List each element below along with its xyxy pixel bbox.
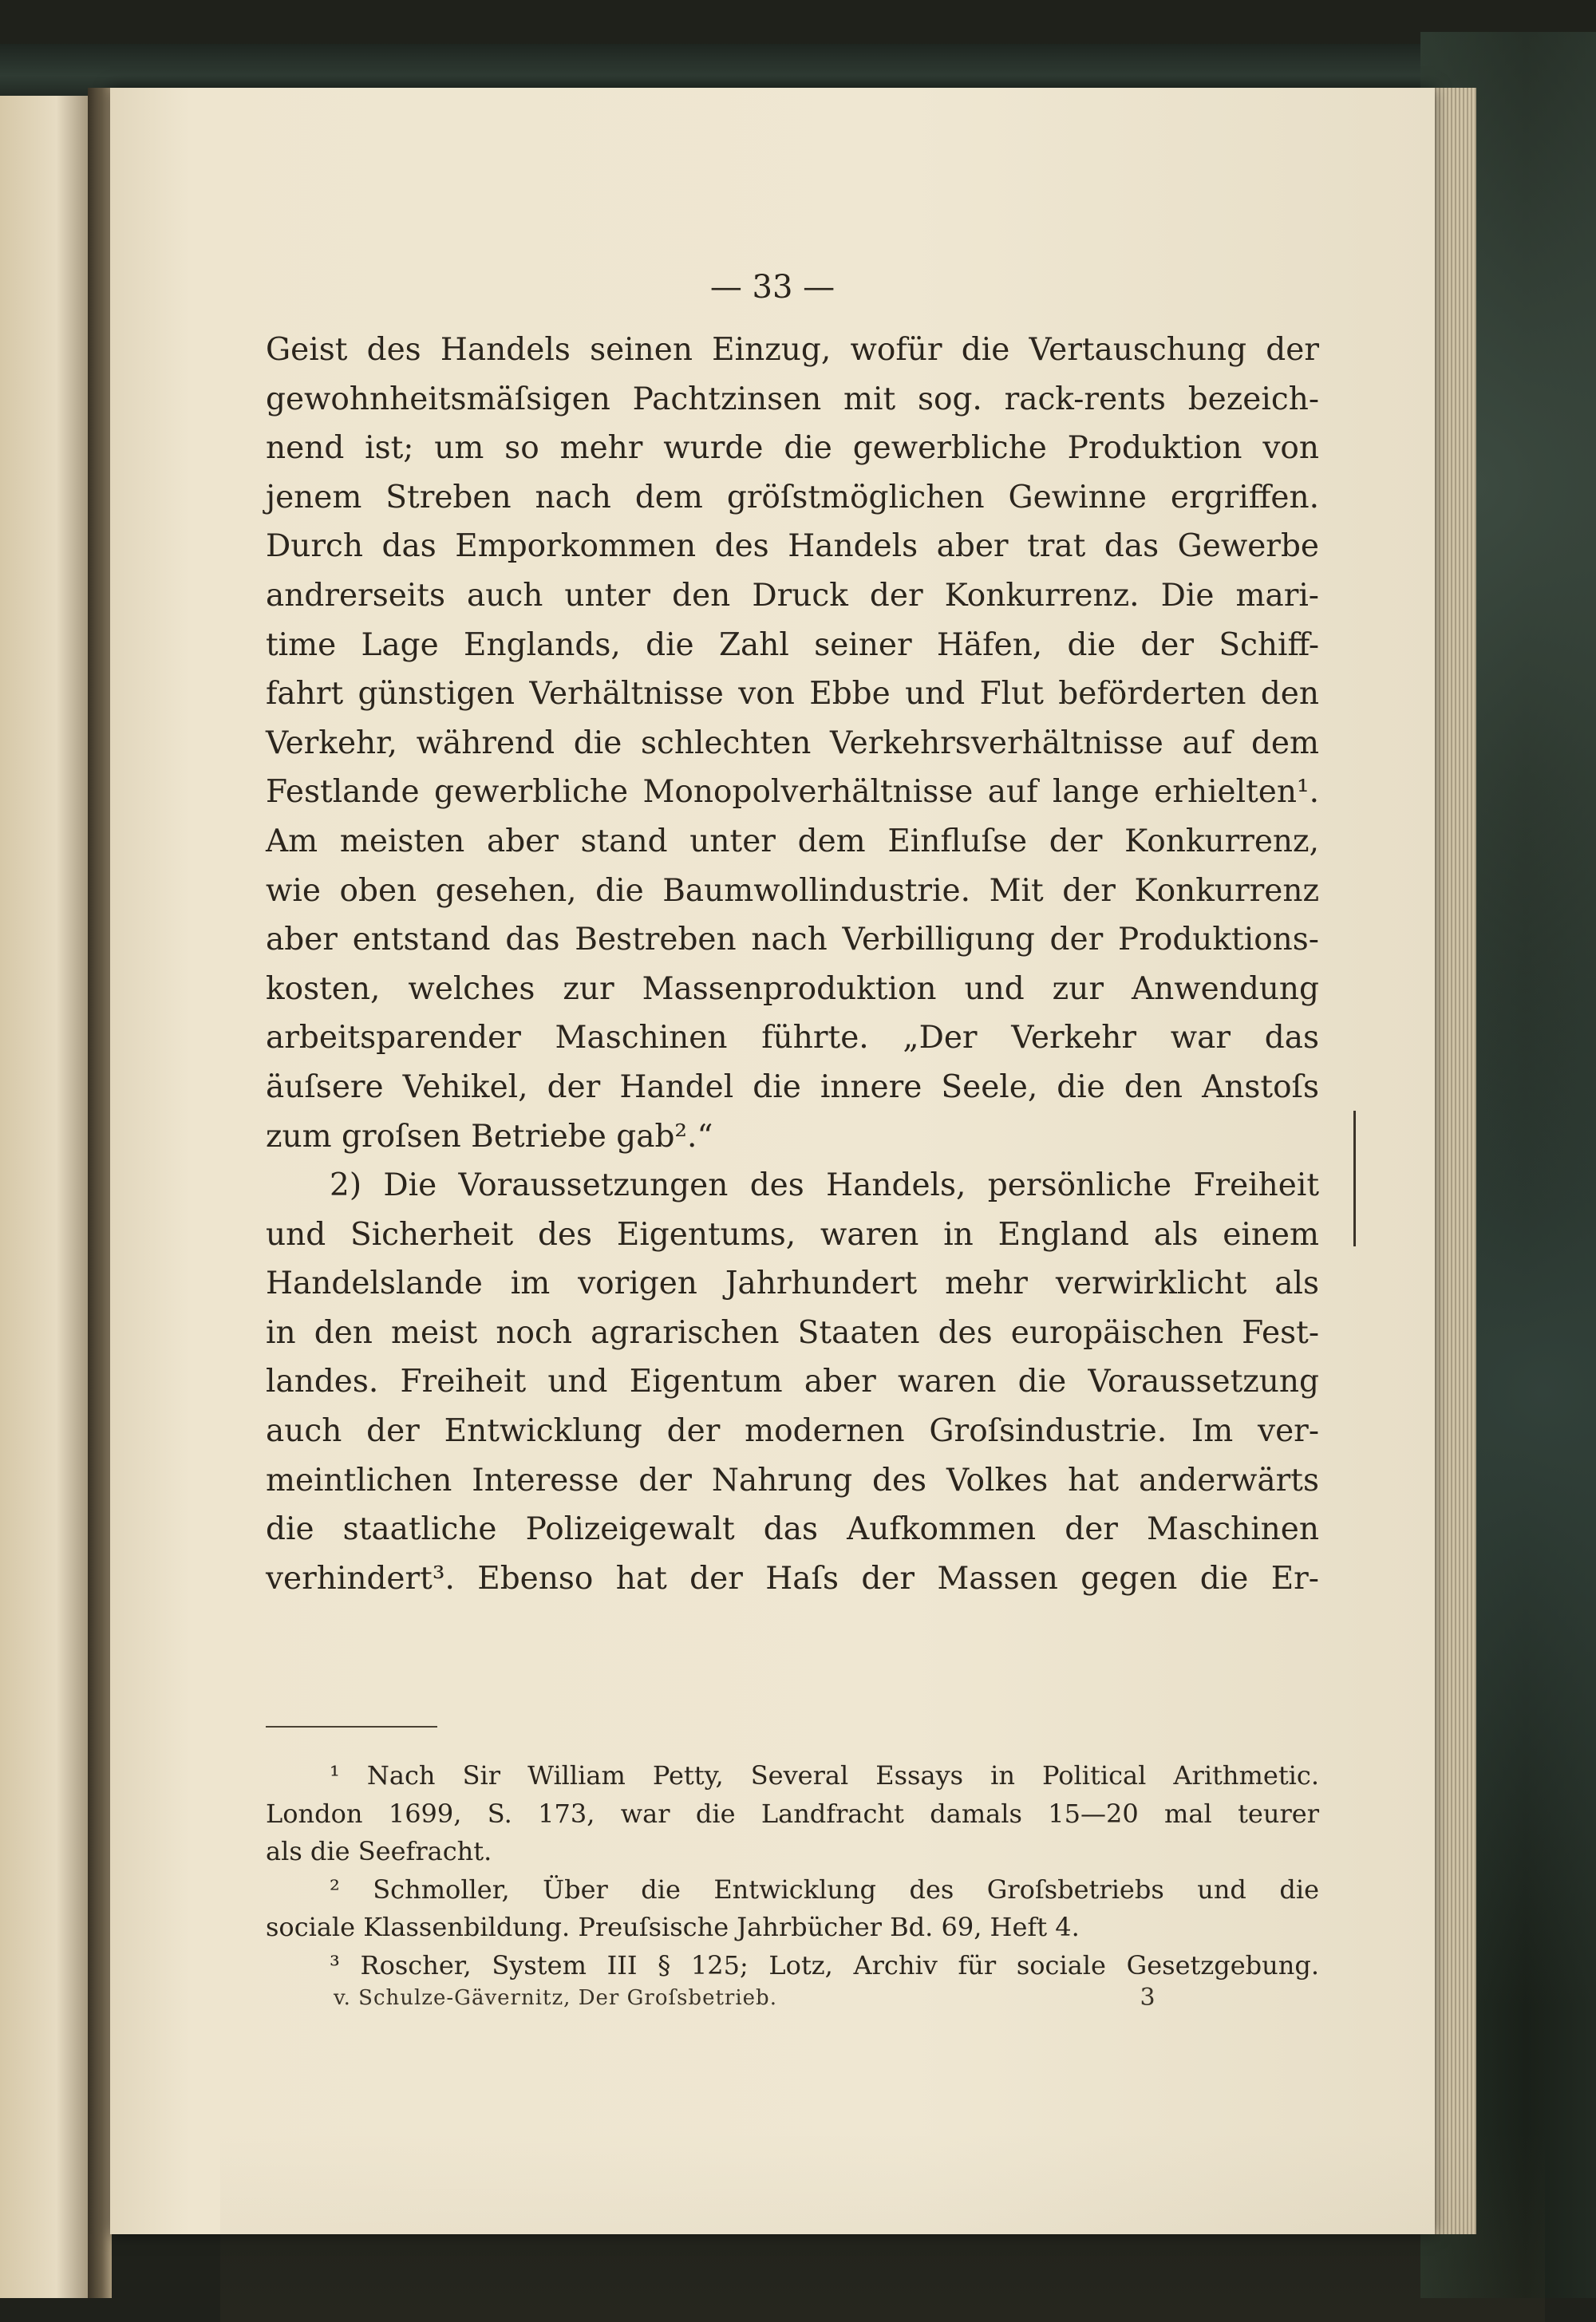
- body-line: gewohnheitsmäſsigen Pachtzinsen mit sog. rack-rents bezeich-: [266, 381, 1319, 417]
- body-line: die staatliche Polizeigewalt das Aufkommen der Maschinen: [266, 1511, 1319, 1548]
- body-line: auch der Entwicklung der modernen Groſsindustrie. Im ver-: [266, 1413, 1319, 1450]
- body-text: [266, 326, 1319, 1603]
- signature-number: 3: [1140, 1984, 1156, 2012]
- body-line: in den meist noch agrarischen Staaten des europäischen Fest-: [266, 1314, 1319, 1351]
- footnotes: [266, 1757, 1319, 1984]
- left-page-edge: [0, 96, 94, 2298]
- body-line: Am meisten aber stand unter dem Einfluſse der Konkurrenz,: [266, 823, 1319, 859]
- body-line: kosten, welches zur Massenproduktion und zur Anwendung: [266, 970, 1319, 1007]
- body-line: Verkehr, während die schlechten Verkehrsverhältnisse auf dem: [266, 725, 1319, 761]
- body-line: nend ist; um so mehr wurde die gewerbliche Produktion von: [266, 430, 1319, 467]
- body-line: Handelslande im vorigen Jahrhundert mehr verwirklicht als: [266, 1266, 1319, 1302]
- footnote-rule: [266, 1726, 437, 1728]
- body-line: Festlande gewerbliche Monopolverhältnisse auf lange erhielten¹.: [266, 774, 1319, 811]
- body-line: meintlichen Interesse der Nahrung des Volkes hat anderwärts: [266, 1462, 1319, 1499]
- body-line: verhindert³. Ebenso hat der Haſs der Massen gegen die Er-: [266, 1560, 1319, 1597]
- footnote-line: ² Schmoller, Über die Entwicklung des Groſsbetriebs und die: [330, 1874, 1319, 1905]
- body-line: time Lage Englands, die Zahl seiner Häfen, die der Schiff-: [266, 626, 1319, 663]
- body-line: und Sicherheit des Eigentums, waren in England als einem: [266, 1216, 1319, 1253]
- book-gutter: [88, 88, 112, 2298]
- body-line: landes. Freiheit und Eigentum aber waren die Voraussetzung: [266, 1364, 1319, 1400]
- body-line: äuſsere Vehikel, der Handel die innere Seele, die den Anstoſs: [266, 1068, 1319, 1105]
- body-line: andrerseits auch unter den Druck der Konkurrenz. Die mari-: [266, 577, 1319, 614]
- body-line: wie oben gesehen, die Baumwollindustrie. Mit der Konkurrenz: [266, 872, 1319, 909]
- margin-pencil-mark: [1353, 1111, 1356, 1246]
- body-line: jenem Streben nach dem gröſstmöglichen Gewinne ergriffen.: [266, 479, 1319, 515]
- page-shade: [220, 2130, 1545, 2322]
- body-line: zum groſsen Betriebe gab².“: [266, 1118, 713, 1155]
- running-head: — 33 —: [709, 269, 836, 306]
- body-line: arbeitsparender Maschinen führte. „Der Verkehr war das: [266, 1020, 1319, 1056]
- footnote-line: als die Seefracht.: [266, 1836, 492, 1866]
- footnote-line: ¹ Nach Sir William Petty, Several Essays in Political Arithmetic.: [330, 1760, 1319, 1791]
- body-line: Geist des Handels seinen Einzug, wofür die Vertauschung der: [266, 332, 1319, 368]
- footnote-line: ³ Roscher, System III § 125; Lotz, Archiv für sociale Gesetzgebung.: [330, 1949, 1319, 1980]
- book-page: [110, 88, 1435, 2234]
- body-line: 2) Die Voraussetzungen des Handels, persönliche Freiheit: [330, 1167, 1319, 1204]
- body-line: fahrt günstigen Verhältnisse von Ebbe und Flut beförderten den: [266, 676, 1319, 713]
- footnote-line: London 1699, S. 173, war die Landfracht damals 15—20 mal teurer: [266, 1798, 1319, 1829]
- page-edges: [1428, 88, 1476, 2234]
- footnote-line: sociale Klassenbildung. Preuſsische Jahrbücher Bd. 69, Heft 4.: [266, 1912, 1080, 1942]
- signature-line: v. Schulze-Gävernitz, Der Groſsbetrieb.: [334, 1986, 777, 2010]
- body-line: Durch das Emporkommen des Handels aber trat das Gewerbe: [266, 528, 1319, 565]
- body-line: aber entstand das Bestreben nach Verbilligung der Produktions-: [266, 922, 1319, 958]
